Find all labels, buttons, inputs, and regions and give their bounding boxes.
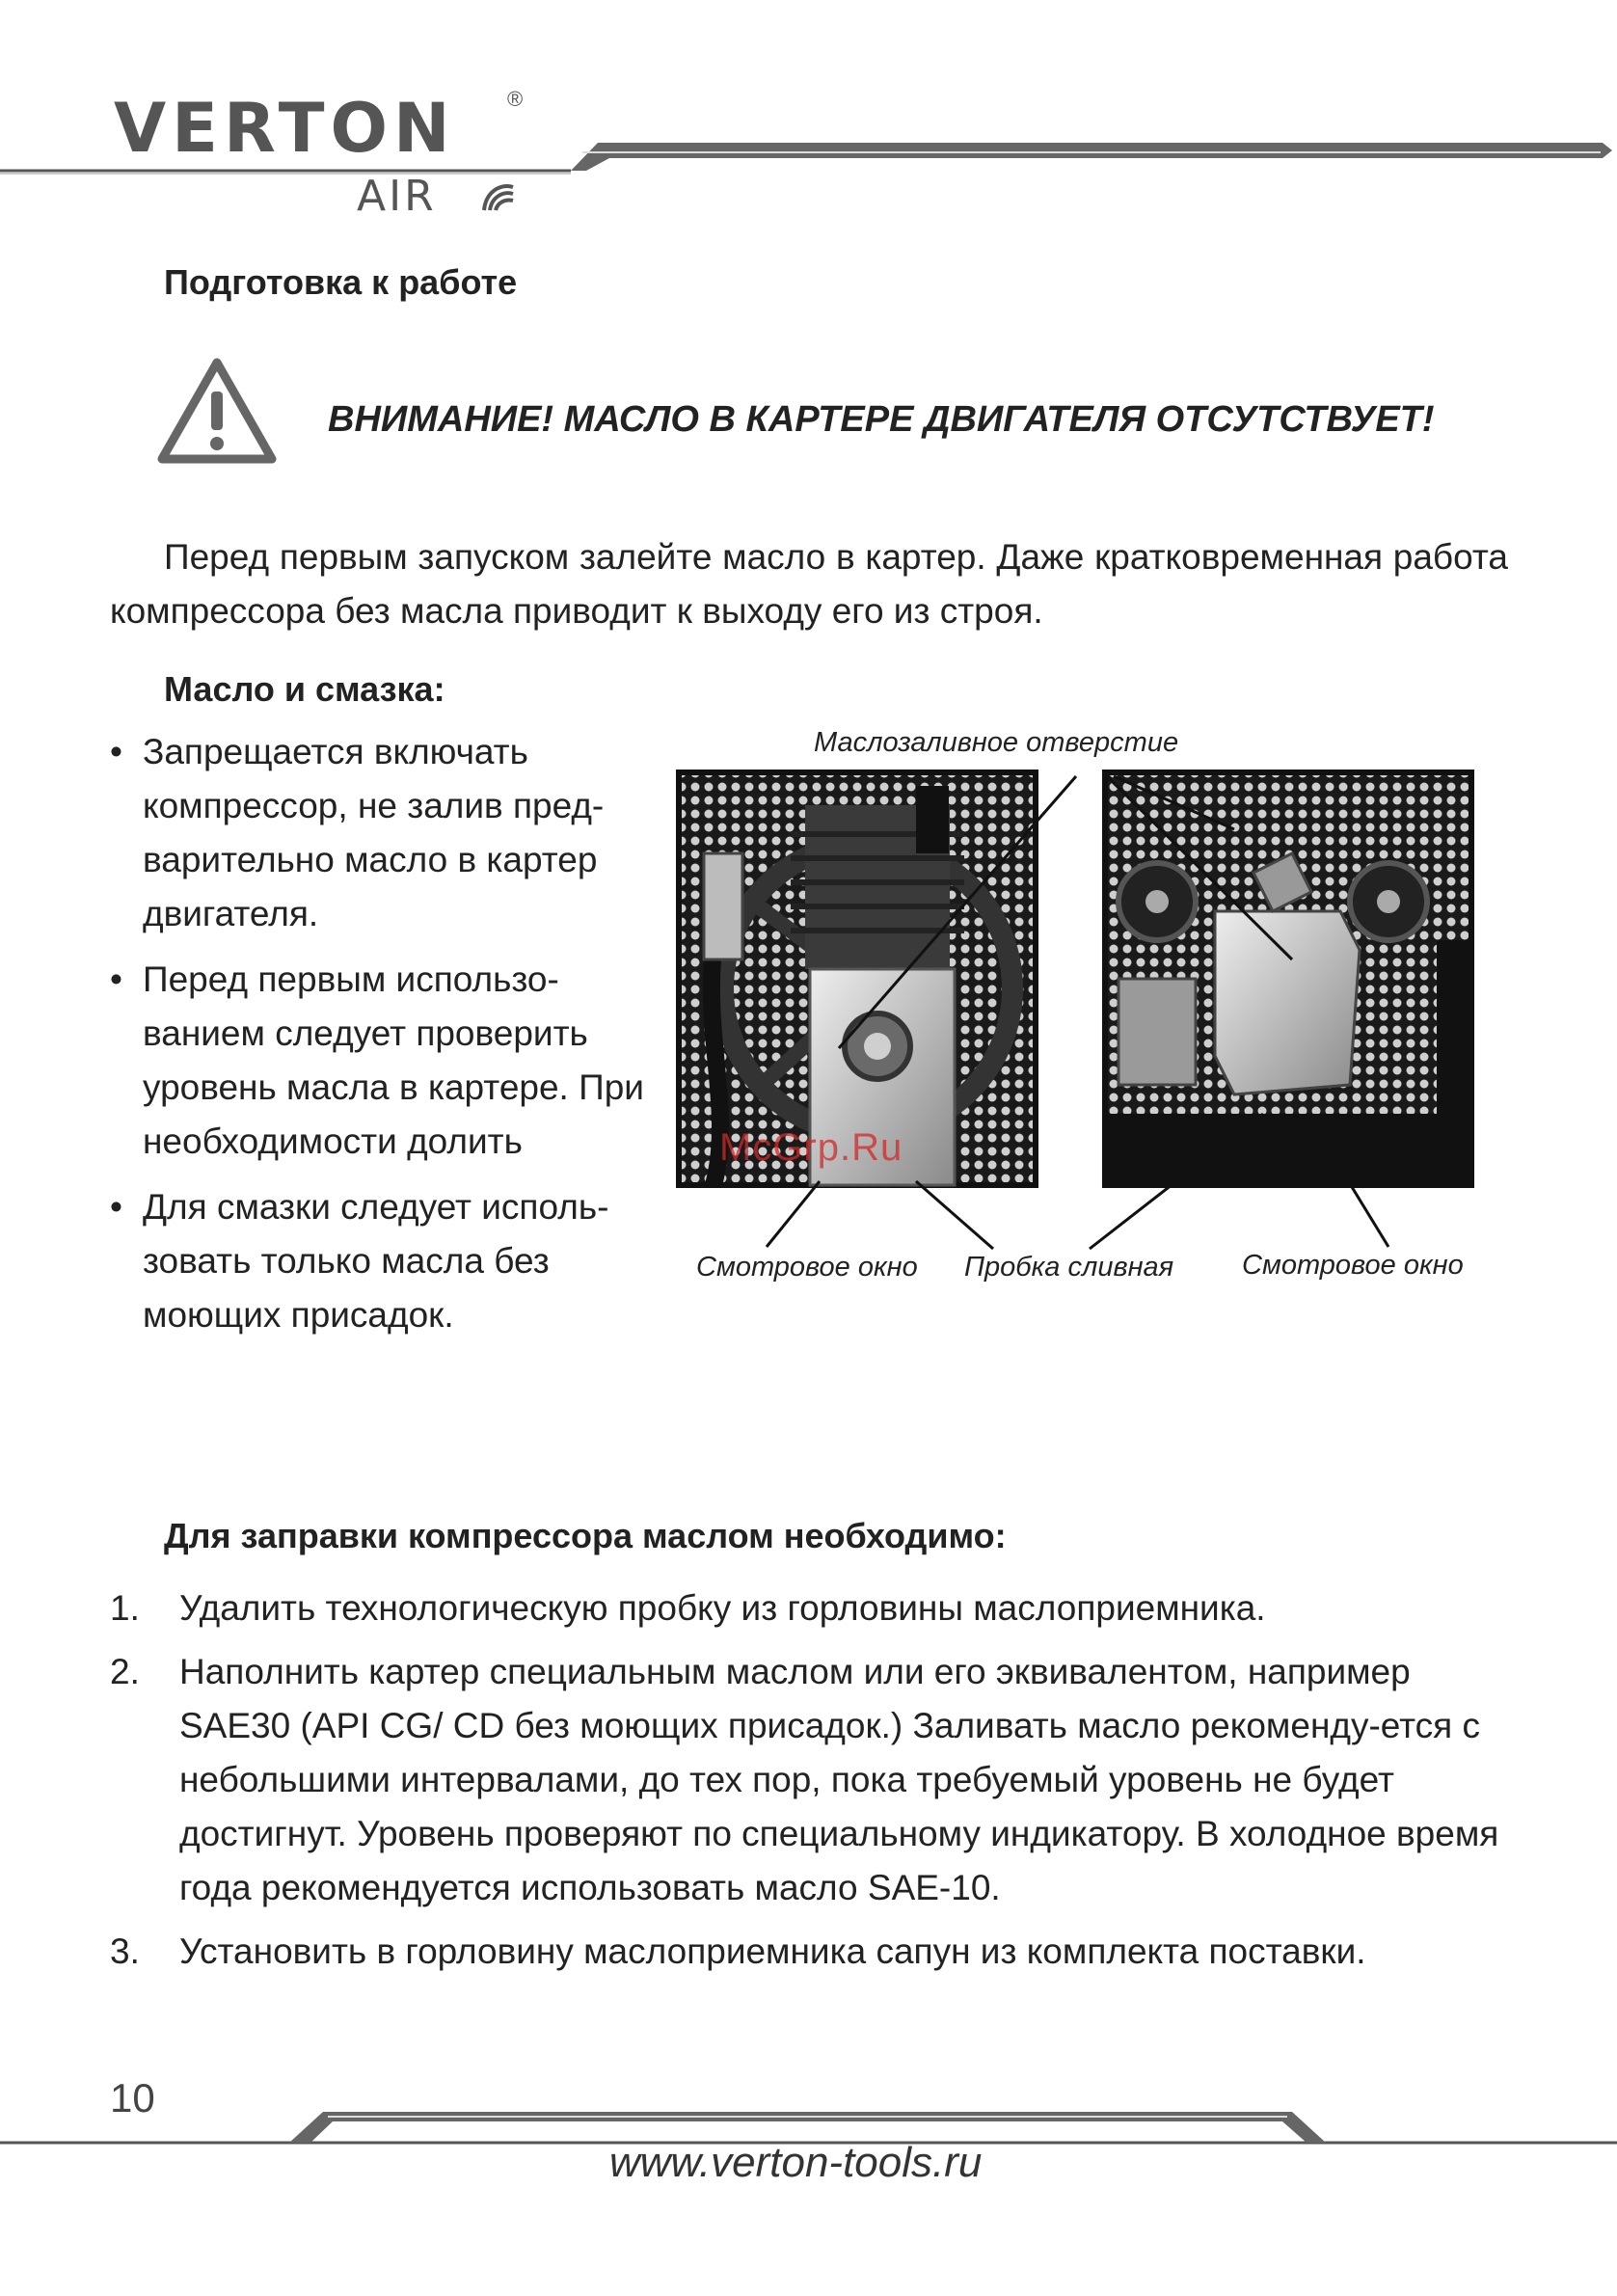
warning-text: ВНИМАНИЕ! МАСЛО В КАРТЕРЕ ДВИГАТЕЛЯ ОТСУТСТВУЕТ! — [328, 399, 1435, 440]
website-link[interactable]: www.verton-tools.ru — [609, 2139, 983, 2186]
step-text: Наполнить картер специальным маслом или его эквивалентом, например SAE30 (API CG/ CD без моющих присадок.) Заливать масло рекоменду-ется с небольшими интервалами, до тех пор, пока требуемый уровень не будет достигнут. Уровень проверяют по специальному индикатору. В холодное время года рекомендуется использовать масло SAE-10. — [179, 1652, 1499, 1907]
label-drain-plug: Пробка сливная — [964, 1252, 1174, 1283]
compressor-photos — [675, 767, 1475, 1268]
warning-triangle-icon — [156, 357, 278, 465]
bullet-item: • Запрещается включать компрессор, не залив пред-варительно масло в картер двигателя. — [106, 725, 656, 941]
step-number: 2. — [110, 1652, 140, 1691]
step-number: 1. — [110, 1588, 140, 1628]
step-item — [106, 1581, 1514, 1635]
label-oil-filler: Маслозаливное отверстие — [814, 727, 1179, 758]
step-item — [106, 1645, 1514, 1915]
bullet-item: • Перед первым использо-ванием следует проверить уровень масла в картере. При необходимости долить — [106, 953, 656, 1169]
photo-left — [679, 772, 1036, 1185]
intro-paragraph: Перед первым запуском залейте масло в картер. Даже кратковременная работа компрессора без масла приводит к выходу его из строя. — [110, 537, 1508, 631]
brand-logo: VERTON — [114, 89, 456, 168]
step-item — [106, 1925, 1514, 1979]
filling-steps — [106, 1581, 1514, 1988]
page-number: 10 — [110, 2075, 155, 2120]
oil-bullets — [106, 725, 656, 1354]
watermark: McGrp.Ru — [719, 1126, 903, 1169]
label-sight-glass-right: Смотровое окно — [1242, 1250, 1464, 1281]
air-wave-icon — [478, 177, 517, 216]
header-rule — [0, 125, 1617, 183]
step-number: 3. — [110, 1931, 140, 1971]
filling-title: Для заправки компрессора маслом необходимо: — [164, 1516, 1007, 1555]
photo-right — [1105, 772, 1471, 1185]
step-text: Установить в горловину маслоприемника сапун из комплекта поставки. — [179, 1931, 1366, 1971]
label-sight-glass-left: Смотровое окно — [696, 1252, 918, 1283]
section-title: Подготовка к работе — [164, 262, 518, 302]
oil-section-title: Масло и смазка: — [164, 669, 445, 709]
registered-mark: ® — [507, 87, 524, 111]
sub-brand-logo: AIR — [357, 172, 437, 221]
step-text: Удалить технологическую пробку из горловины маслоприемника. — [179, 1588, 1266, 1628]
bullet-item: • Для смазки следует исполь-зовать только масла без моющих присадок. — [106, 1180, 656, 1342]
